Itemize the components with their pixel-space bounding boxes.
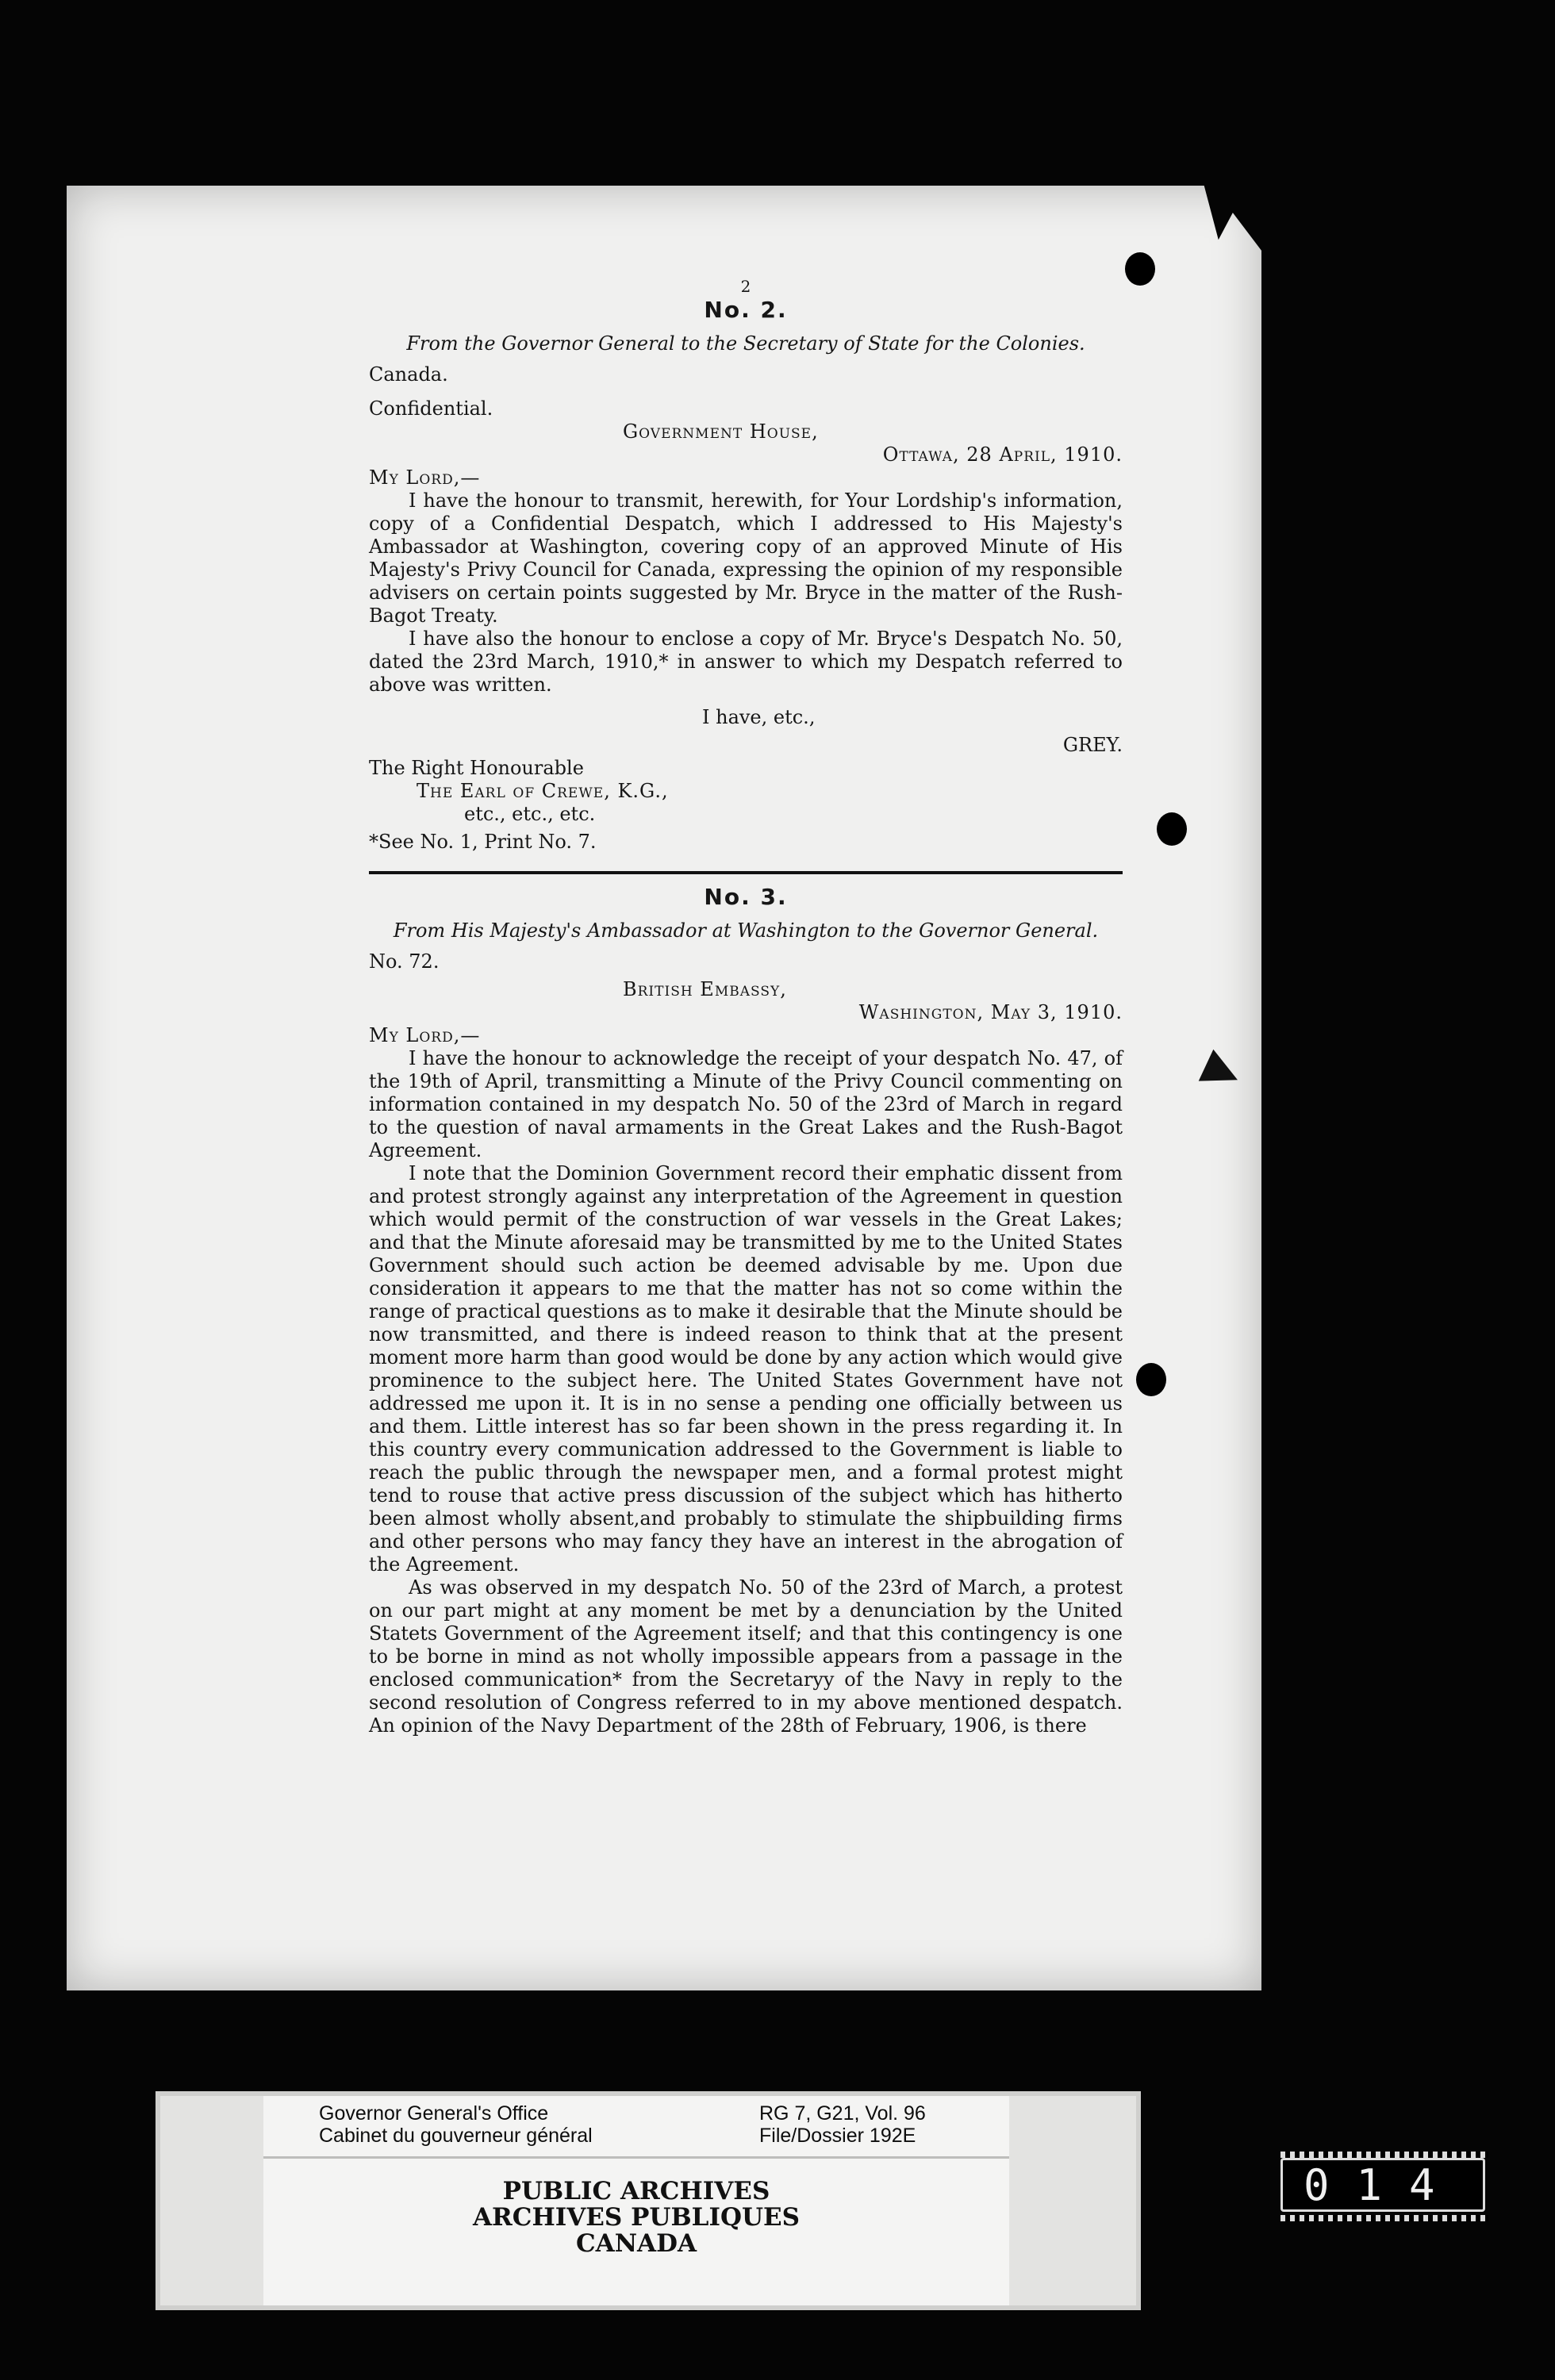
archives-line2: ARCHIVES PUBLIQUES [472, 2203, 801, 2232]
punch-hole-middle [1157, 812, 1187, 846]
letter-place: Canada. [369, 363, 448, 386]
film-sprocket-bottom [1280, 2215, 1488, 2221]
letter-paragraph: I have also the honour to enclose a copy of Mr. Bryce's Despatch No. 50, dated the 23rd March, 1910,* in answer to which my Despatch referred to above was written. [369, 628, 1123, 696]
label-divider [263, 2156, 1009, 2159]
letter-address-line1: Government House, [623, 420, 819, 443]
archive-office-fr: Cabinet du gouverneur général [319, 2125, 593, 2147]
letter-classification: Confidential. [369, 397, 493, 420]
letter-from-line: From His Majesty's Ambassador at Washington to the Governor General. [393, 919, 1099, 942]
letter-address-line2: Ottawa, 28 April, 1910. [882, 443, 1123, 466]
letter-paragraph: I have the honour to acknowledge the receipt of your despatch No. 47, of the 19th of April, transmitting a Minute of the Privy Council commenting on information contained in my despatch No. 50 of the 23rd of March in regard to the question of naval armaments in the Great Lakes and the Rush-Bagot Agreement. [369, 1047, 1123, 1161]
archive-reference: RG 7, G21, Vol. 96 [759, 2102, 926, 2125]
letter-paragraph: I have the honour to transmit, herewith, for Your Lordship's information, copy of a Confidential Despatch, which I addressed to His Majesty's Ambassador at Washington, covering copy of an approved Minute of His Majesty's Privy Council for Canada, expressing the opinion of my responsible advisers on certain points suggested by Mr. Bryce in the matter of the Rush-Bagot Treaty. [369, 489, 1123, 627]
archive-file: File/Dossier 192E [759, 2125, 916, 2147]
archives-line3: CANADA [575, 2229, 697, 2258]
archive-office-en: Governor General's Office [319, 2102, 549, 2125]
page-number: 2 [740, 277, 751, 296]
letter-paragraph: As was observed in my despatch No. 50 of the 23rd of March, a protest on our part might at any moment be met by a denunciation by the United Statets Government of the Agreement itself; and that this contingency is one to be borne in mind as not wholly impossible appears from a passage in the enclosed communication* from the Secretaryy of the Navy in reply to the second resolution of Congress referred to in my above mentioned despatch. An opinion of the Navy Department of the 28th of February, 1906, is there [369, 1576, 1123, 1737]
punch-hole-bottom [1136, 1363, 1166, 1396]
footnote: *See No. 1, Print No. 7. [369, 831, 597, 853]
archives-line1: PUBLIC ARCHIVES [502, 2177, 770, 2205]
recipient-line: etc., etc., etc. [464, 803, 596, 825]
archive-label-card [263, 2096, 1009, 2305]
letter-salutation: My Lord,— [369, 1024, 481, 1046]
section-divider [369, 871, 1123, 874]
letter-address-line1: British Embassy, [623, 978, 787, 1000]
frame-number: 014 [1280, 2158, 1485, 2212]
film-sprocket-top [1280, 2152, 1488, 2158]
recipient-line: The Earl of Crewe, K.G., [417, 780, 669, 802]
letter-closing: I have, etc., [702, 706, 816, 728]
recipient-line: The Right Honourable [369, 757, 584, 779]
document-text [369, 278, 1123, 1737]
letter-from-line: From the Governor General to the Secretary of State for the Colonies. [406, 332, 1085, 355]
letter-number: No. 72. [369, 950, 440, 973]
letter-salutation: My Lord,— [369, 466, 481, 489]
punch-hole-top [1125, 252, 1155, 286]
letter-heading-no3: No. 3. [704, 884, 788, 910]
letter-signature: GREY. [1062, 734, 1123, 756]
archive-label [156, 2091, 1141, 2310]
letter-address-line2: Washington, May 3, 1910. [858, 1001, 1123, 1023]
letter-paragraph: I note that the Dominion Government record their emphatic dissent from and protest strongly against any interpretation of the Agreement in question which would permit of the construction of war vessels in the Great Lakes; and that the Minute aforesaid may be transmitted by me to the United States Government should such action be deemed advisable by me. Upon due consideration it appears to me that the matter has not so come within the range of practical questions as to make it desirable that the Minute should be now transmitted, and there is indeed reason to think that at the present moment more harm than good would be done by any action which would give prominence to the subject here. The United States Government have not addressed me upon it. It is in no sense a pending one officially between us and them. Little interest has so far been shown in the press regarding it. In this country every communication addressed to the Government is liable to reach the public through the newspaper men, and a formal protest might tend to rouse that active press discussion of the subject which has hitherto been almost wholly absent,and probably to stimulate the shipbuilding firms and other persons who may fancy they have an interest in the abrogation of the Agreement. [369, 1162, 1123, 1576]
letter-heading-no2: No. 2. [704, 297, 788, 323]
